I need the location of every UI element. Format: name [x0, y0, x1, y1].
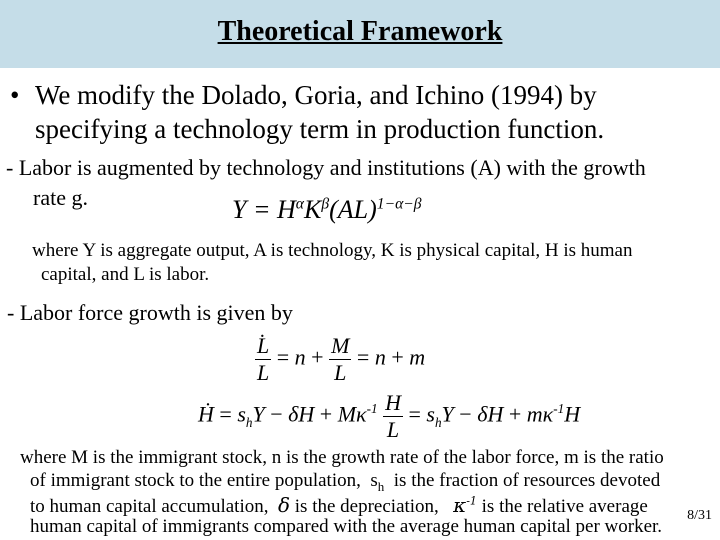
labor-text-line-2: rate g.: [33, 185, 88, 210]
where-text-2-line-1: where M is the immigrant stock, n is the growth rate of the labor force, m is the ratio: [20, 447, 664, 468]
bullet-line-1: We modify the Dolado, Goria, and Ichino (1994) by: [35, 80, 597, 110]
bullet-line-2: specifying a technology term in production function.: [35, 114, 605, 144]
human-capital-equation: Ḣ = $s_hY - \delta H + M\kappa^{-1}$ $\frac{H}{L}$ = $s_hY - \delta H + m\kappa^{-1}H$: [198, 390, 581, 442]
where-text-1-line-2: capital, and L is labor.: [41, 264, 210, 285]
labor-text-line-1: - Labor is augmented by technology and institutions (A) with the growth: [6, 155, 646, 180]
where-text-2-line-2: of immigrant stock to the entire population, $s_h$ is the fraction of resources devoted: [30, 470, 661, 494]
labor-growth-equation: $\frac{L̇}{L}$ = n + $\frac{M}{L}$ = n + m: [257, 333, 426, 385]
where-text-2-line-3: to human capital accumulation, δ is the depreciation, $\kappa^{-1}$ is the relative average: [30, 493, 648, 517]
labor-force-text: - Labor force growth is given by: [7, 300, 293, 325]
slide-title: Theoretical Framework: [217, 16, 503, 47]
where-text-1-line-1: where Y is aggregate output, A is technology, K is physical capital, H is human: [32, 240, 633, 261]
delta-symbol: δ: [277, 493, 291, 517]
page-number: 8/31: [687, 508, 712, 523]
kappa-symbol: $\kappa^{-1}$: [453, 493, 477, 517]
bullet-mark: •: [10, 80, 20, 110]
production-function-equation: $Y = H^\alpha K^\beta(AL)^{1-\alpha-\beta}$: [232, 195, 422, 224]
where-text-2-line-4: human capital of immigrants compared with the average human capital per worker.: [30, 516, 663, 537]
